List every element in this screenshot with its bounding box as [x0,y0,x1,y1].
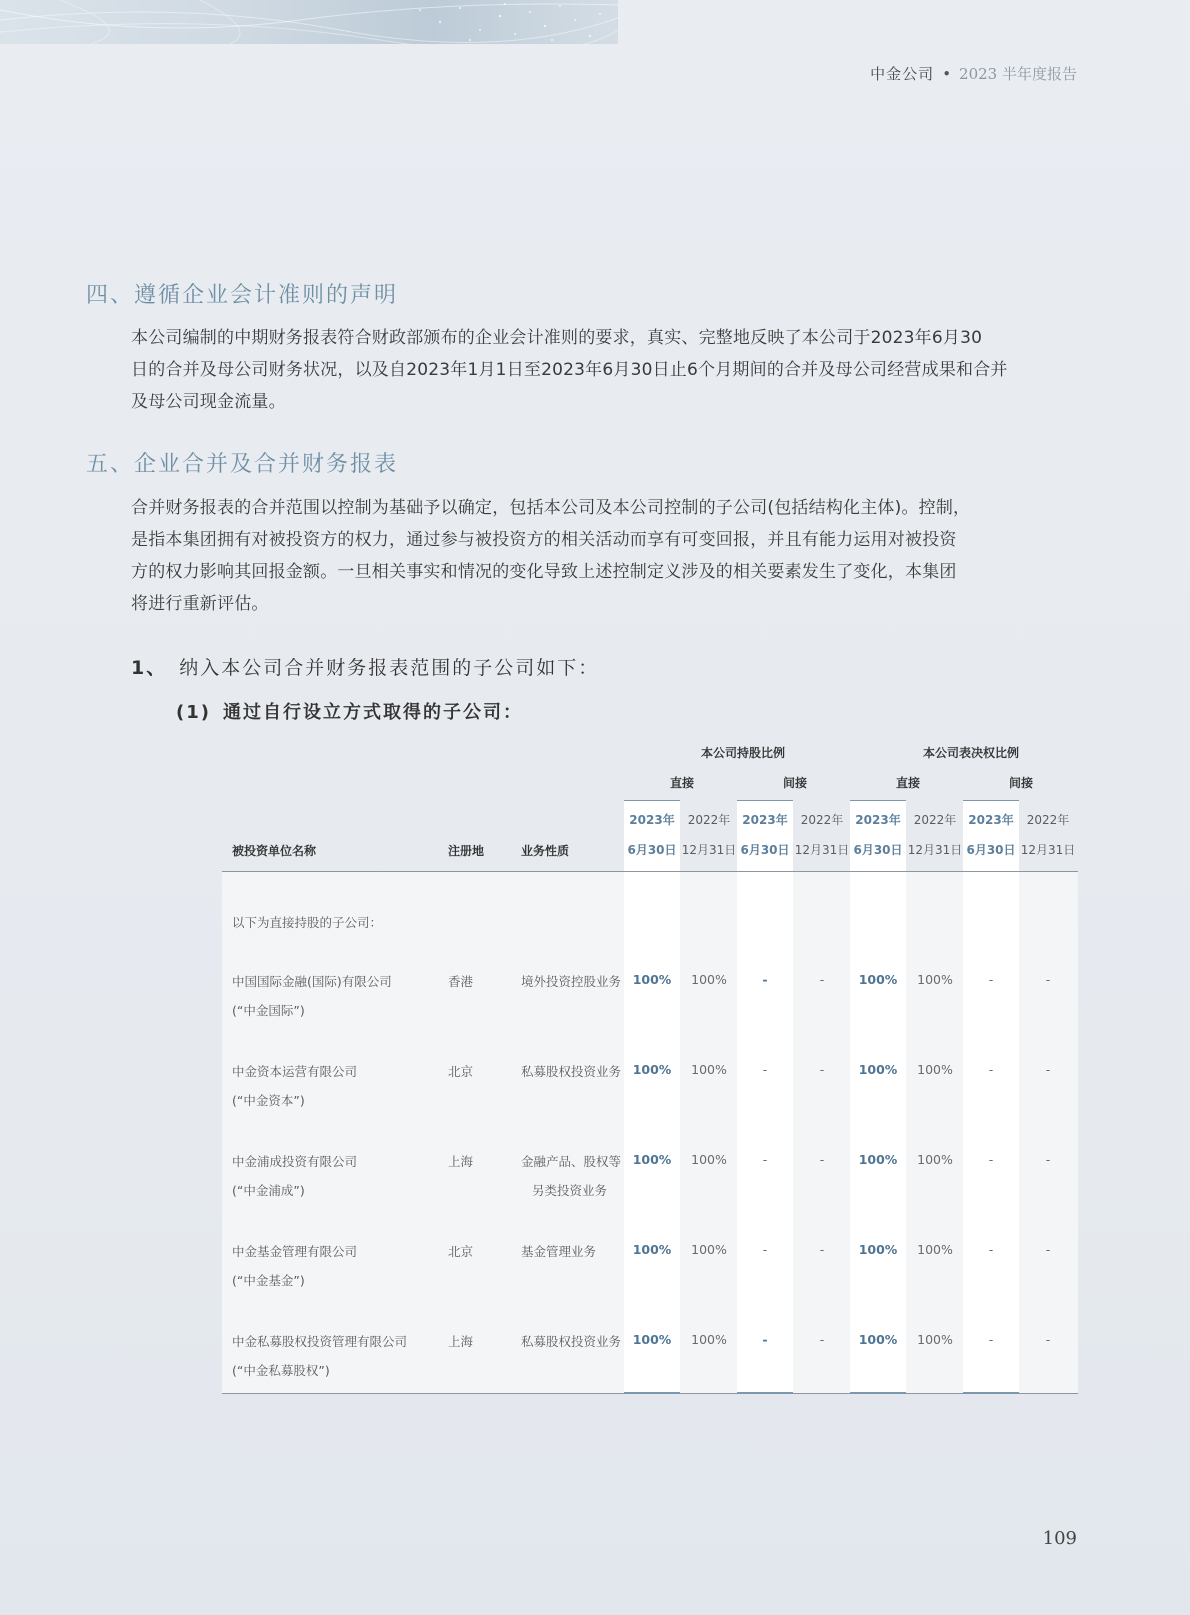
row-value: 100% [691,1152,727,1167]
row-value: - [819,1062,825,1077]
row-value: - [988,1332,994,1347]
page-number: 109 [1042,1528,1077,1549]
subsection-1-heading [131,653,599,680]
highlight-column [850,800,906,1394]
row-business: 金融产品、股权等 [521,1154,622,1169]
section-4-line: 及母公司现金流量。 [131,392,286,412]
row-value: 100% [917,1242,953,1257]
section-5-title: 五、企业合并及合并财务报表 [86,452,399,477]
section-5-line: 合并财务报表的合并范围以控制为基础予以确定，包括本公司及本公司控制的子公司(包括结构化主体)。控制， [131,498,971,518]
highlight-bottom-rule [963,1392,1019,1394]
date-header-bottom: 12月31日 [794,843,850,857]
banner-wave-graphic [0,0,618,44]
highlight-column [963,800,1019,1394]
row-value: - [762,1152,768,1167]
column-header-place: 注册地 [448,844,485,858]
subsection-1-1-heading [176,698,523,724]
section-5-line: 方的权力影响其回报金额。一旦相关事实和情况的变化导致上述控制定义涉及的相关要素发生了变化，本集团 [131,562,957,582]
row-value: 100% [858,1332,898,1347]
subsection-1-text: 纳入本公司合并财务报表范围的子公司如下： [179,657,600,679]
column-header-business: 业务性质 [521,844,570,858]
row-value: - [1045,1332,1051,1347]
row-value: 100% [691,1242,727,1257]
row-name-line1: 中金浦成投资有限公司 [232,1154,358,1169]
date-header-top: 2022年 [800,813,844,827]
sub-header-direct: 直接 [896,776,921,790]
date-header-top: 2023年 [855,813,901,827]
row-value: - [819,1152,825,1167]
row-value: - [762,972,768,987]
section-4-line: 日的合并及母公司财务状况，以及自2023年1月1日至2023年6月30日止6个月期间的合并及母公司经营成果和合并 [131,360,1008,380]
date-header-bottom: 12月31日 [681,843,737,857]
row-value: - [988,972,994,987]
date-header-top: 2023年 [968,813,1014,827]
highlight-bottom-rule [624,1392,680,1394]
row-name-line2: (“中金私募股权”) [232,1363,330,1378]
group-header-shareholding: 本公司持股比例 [701,746,786,760]
row-value: 100% [858,1242,898,1257]
row-value: - [819,1242,825,1257]
row-name-line1: 中国国际金融(国际)有限公司 [232,974,392,989]
row-value: 100% [858,1062,898,1077]
row-value: - [762,1242,768,1257]
section-5-paragraph [131,492,1077,620]
subsection-1-1-text: 通过自行设立方式取得的子公司： [222,702,523,723]
top-banner [0,0,618,44]
row-name-line2: (“中金基金”) [232,1273,305,1288]
header-separator: • [942,65,952,83]
row-value: 100% [632,1242,672,1257]
date-header-top: 2022年 [1026,813,1070,827]
subsection-1-1-number: (1) [176,702,211,723]
row-business-line2: 另类投资业务 [532,1183,608,1198]
section-5-line: 是指本集团拥有对被投资方的权力，通过参与被投资方的相关活动而享有可变回报，并且有能力运用对被投资 [131,530,957,550]
row-value: 100% [858,1152,898,1167]
group-header-voting: 本公司表决权比例 [923,746,1020,760]
running-header [870,63,1077,84]
row-value: 100% [917,1152,953,1167]
table-section-label: 以下为直接持股的子公司： [232,915,383,930]
column-header-name: 被投资单位名称 [232,844,317,858]
row-value: - [819,972,825,987]
row-value: - [1045,972,1051,987]
highlight-column-top-rule [737,800,793,801]
row-name-line2: (“中金国际”) [232,1003,305,1018]
header-report-title: 2023 半年度报告 [959,65,1077,83]
row-value: 100% [691,972,727,987]
sub-header-indirect: 间接 [1009,776,1034,790]
row-business: 私募股权投资业务 [521,1334,622,1349]
row-place: 上海 [448,1334,474,1349]
row-value: - [988,1242,994,1257]
subsection-1-number: 1、 [131,657,168,679]
row-value: 100% [858,972,898,987]
date-header-bottom: 12月31日 [1020,843,1076,857]
highlight-bottom-rule [850,1392,906,1394]
row-value: 100% [632,1152,672,1167]
row-value: - [762,1062,768,1077]
row-value: 100% [917,972,953,987]
row-value: 100% [691,1332,727,1347]
row-value: - [988,1152,994,1167]
date-header-top: 2023年 [742,813,788,827]
highlight-bottom-rule [737,1392,793,1394]
highlight-column-top-rule [963,800,1019,801]
row-value: - [762,1332,768,1347]
row-name-line2: (“中金资本”) [232,1093,305,1108]
row-name-line1: 中金私募股权投资管理有限公司 [232,1334,408,1349]
header-company: 中金公司 [870,65,935,83]
row-value: 100% [691,1062,727,1077]
row-place: 香港 [448,974,474,989]
section-5-line: 将进行重新评估。 [131,594,269,614]
highlight-column-top-rule [850,800,906,801]
section-4-line: 本公司编制的中期财务报表符合财政部颁布的企业会计准则的要求，真实、完整地反映了本公司于2023年6月30 [131,328,983,348]
table-header-rule [222,871,1078,872]
row-value: - [1045,1242,1051,1257]
section-4-paragraph [131,322,1077,418]
row-place: 北京 [448,1244,474,1259]
row-business: 私募股权投资业务 [521,1064,622,1079]
row-value: 100% [632,972,672,987]
row-value: 100% [917,1332,953,1347]
row-name-line2: (“中金浦成”) [232,1183,305,1198]
date-header-bottom: 6月30日 [627,843,677,857]
row-value: - [1045,1152,1051,1167]
date-header-bottom: 6月30日 [740,843,790,857]
date-header-bottom: 6月30日 [853,843,903,857]
row-name-line1: 中金资本运营有限公司 [232,1064,358,1079]
row-value: - [988,1062,994,1077]
highlight-column-top-rule [624,800,680,801]
row-value: 100% [632,1332,672,1347]
date-header-top: 2022年 [687,813,731,827]
date-header-top: 2022年 [913,813,957,827]
row-place: 上海 [448,1154,474,1169]
sub-header-direct: 直接 [670,776,695,790]
row-value: 100% [632,1062,672,1077]
row-value: - [1045,1062,1051,1077]
date-header-bottom: 12月31日 [907,843,963,857]
row-value: 100% [917,1062,953,1077]
highlight-column [737,800,793,1394]
row-place: 北京 [448,1064,474,1079]
row-value: - [819,1332,825,1347]
date-header-top: 2023年 [629,813,675,827]
sub-header-indirect: 间接 [783,776,808,790]
section-4-title: 四、遵循企业会计准则的声明 [86,283,399,308]
date-header-bottom: 6月30日 [966,843,1016,857]
row-business: 境外投资控股业务 [521,974,622,989]
highlight-column [624,800,680,1394]
row-business: 基金管理业务 [521,1244,597,1259]
row-name-line1: 中金基金管理有限公司 [232,1244,358,1259]
